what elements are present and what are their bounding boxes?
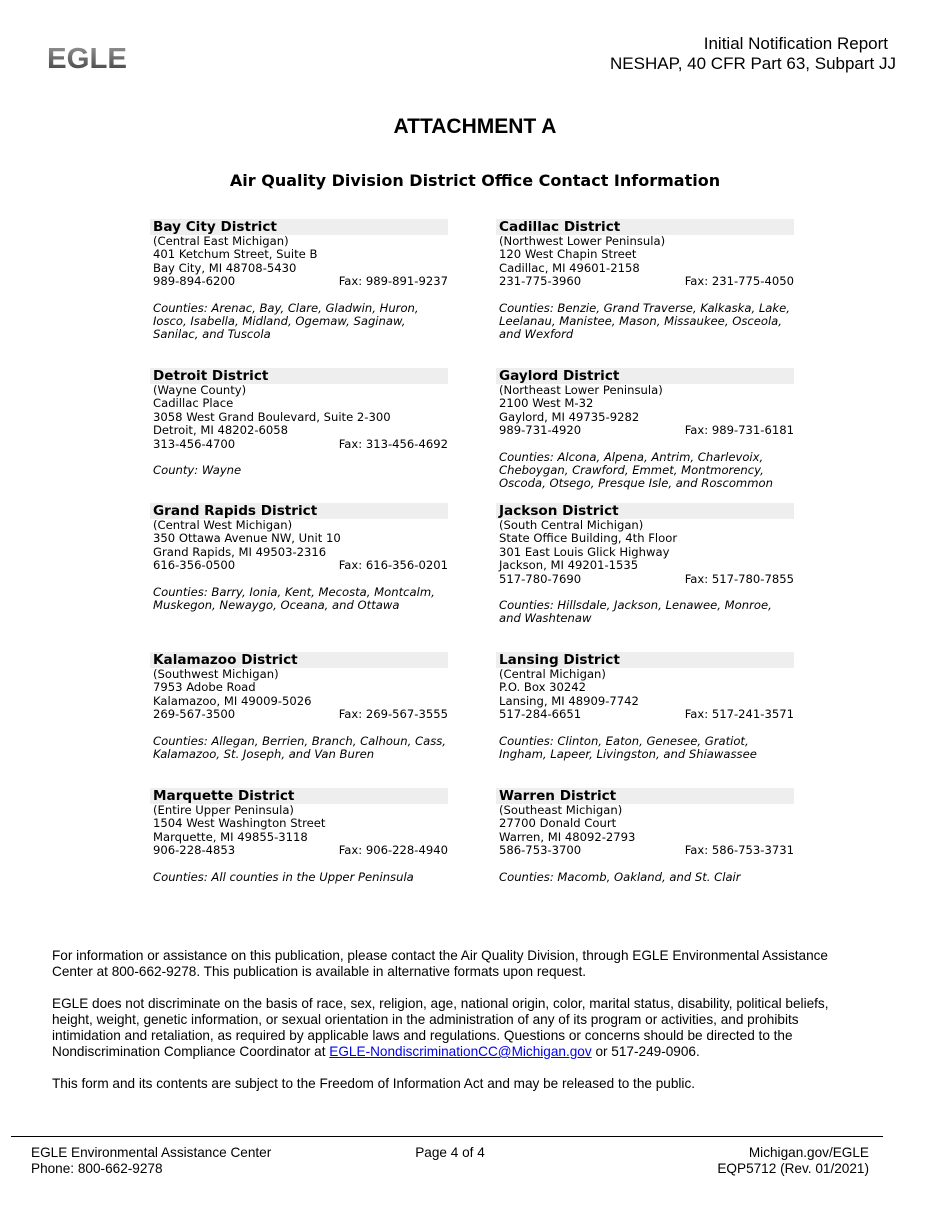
district-fax: Fax: 313-456-4692: [338, 436, 448, 451]
district-name: Grand Rapids District: [150, 503, 448, 519]
district-phone-row: [496, 424, 794, 437]
district-block: [496, 503, 794, 626]
district-address-line: Gaylord, MI 49735-9282: [499, 409, 640, 424]
district-address-line: 7953 Adobe Road: [153, 680, 256, 695]
district-block: [150, 503, 448, 612]
district-block: [150, 788, 448, 884]
district-phone: 989-731-4920: [499, 423, 582, 438]
footer-center-name: EGLE Environmental Assistance Center: [31, 1145, 272, 1160]
footer-website: Michigan.gov/EGLE: [748, 1145, 869, 1160]
district-counties: County: Wayne: [153, 463, 242, 478]
district-address-line: Bay City, MI 48708-5430: [153, 260, 297, 275]
district-address-line: Cadillac, MI 49601-2158: [499, 260, 640, 275]
district-address-line: 301 East Louis Glick Highway: [499, 544, 670, 559]
district-region: (Wayne County): [153, 383, 247, 397]
district-counties: Counties: All counties in the Upper Peninsula: [153, 869, 414, 884]
district-name: Jackson District: [496, 503, 794, 519]
district-address-line: Detroit, MI 48202-6058: [153, 423, 289, 438]
district-address-line: Cadillac Place: [153, 396, 234, 411]
report-title: Initial Notification Report: [703, 34, 888, 53]
district-counties: Counties: Barry, Ionia, Kent, Mecosta, Montcalm, Muskegon, Newaygo, Oceana, and Ottawa: [153, 584, 435, 613]
district-region: (South Central Michigan): [499, 518, 644, 532]
district-phone: 231-775-3960: [499, 274, 582, 289]
section-subtitle: Air Quality Division District Office Contact Information: [229, 171, 721, 190]
district-name: Cadillac District: [496, 219, 794, 235]
district-region: (Southwest Michigan): [153, 667, 279, 681]
district-address-line: 1504 West Washington Street: [153, 816, 326, 831]
district-fax: Fax: 517-241-3571: [684, 707, 794, 722]
district-address-line: Kalamazoo, MI 49009-5026: [153, 693, 312, 708]
svg-text:EGLE: EGLE: [47, 44, 127, 70]
footer-phone: Phone: 800-662-9278: [31, 1161, 163, 1176]
district-block: [496, 219, 794, 342]
attachment-title: ATTACHMENT A: [393, 115, 557, 138]
nondiscrimination-email-link[interactable]: EGLE-NondiscriminationCC@Michigan.gov: [329, 1044, 592, 1059]
district-phone-row: [496, 844, 794, 857]
page-number: Page 4 of 4: [415, 1145, 485, 1160]
district-name: Marquette District: [150, 788, 448, 804]
district-name: Bay City District: [150, 219, 448, 235]
district-counties: Counties: Clinton, Eaton, Genesee, Gratiot, Ingham, Lapeer, Livingston, and Shiawassee: [499, 733, 757, 762]
district-name: Gaylord District: [496, 368, 794, 384]
district-phone: 313-456-4700: [153, 436, 236, 451]
footer-divider: [11, 1136, 883, 1137]
district-name: Detroit District: [150, 368, 448, 384]
district-fax: Fax: 989-731-6181: [684, 423, 794, 438]
nondiscrimination-phone: or 517-249-0906.: [591, 1044, 700, 1059]
district-name: Warren District: [496, 788, 794, 804]
district-phone-row: [150, 275, 448, 288]
district-phone-row: [150, 438, 448, 451]
district-phone: 906-228-4853: [153, 843, 236, 858]
district-phone: 586-753-3700: [499, 843, 582, 858]
district-address-line: 27700 Donald Court: [499, 816, 617, 831]
district-fax: Fax: 517-780-7855: [684, 571, 794, 586]
district-counties: Counties: Allegan, Berrien, Branch, Calhoun, Cass, Kalamazoo, St. Joseph, and Van Buren: [153, 733, 446, 762]
district-region: (Northeast Lower Peninsula): [499, 383, 663, 397]
district-phone-row: [150, 708, 448, 721]
district-address-line: Lansing, MI 48909-7742: [499, 693, 639, 708]
district-phone: 616-356-0500: [153, 558, 236, 573]
district-block: [496, 788, 794, 884]
report-header: [610, 34, 896, 74]
district-region: (Entire Upper Peninsula): [153, 803, 294, 817]
district-counties: Counties: Macomb, Oakland, and St. Clair: [499, 869, 741, 884]
district-address-line: Grand Rapids, MI 49503-2316: [153, 544, 327, 559]
district-name: Lansing District: [496, 652, 794, 668]
district-phone-row: [496, 708, 794, 721]
district-fax: Fax: 906-228-4940: [338, 843, 448, 858]
district-phone-row: [150, 844, 448, 857]
district-address-line: Marquette, MI 49855-3118: [153, 829, 308, 844]
district-block: [496, 652, 794, 761]
district-address-line: State Office Building, 4th Floor: [499, 531, 678, 546]
district-counties: Counties: Alcona, Alpena, Antrim, Charlevoix, Cheboygan, Crawford, Emmet, Montmorency, Oscoda, Otsego, Presque Isle, and Roscommon: [499, 449, 773, 491]
district-block: [150, 219, 448, 342]
egle-logo: [47, 44, 127, 70]
district-address-line: Jackson, MI 49201-1535: [499, 558, 639, 573]
district-address-line: 350 Ottawa Avenue NW, Unit 10: [153, 531, 341, 546]
district-fax: Fax: 269-567-3555: [338, 707, 448, 722]
district-address-line: 401 Ketchum Street, Suite B: [153, 247, 318, 262]
foia-paragraph: This form and its contents are subject to the Freedom of Information Act and may be released to the public.: [52, 1076, 696, 1091]
district-fax: Fax: 231-775-4050: [684, 274, 794, 289]
district-phone: 517-780-7690: [499, 571, 582, 586]
district-region: (Central Michigan): [499, 667, 606, 681]
district-block: [496, 368, 794, 491]
district-region: (Central East Michigan): [153, 234, 289, 248]
district-block: [150, 652, 448, 761]
district-address-line: 120 West Chapin Street: [499, 247, 637, 262]
district-phone: 989-894-6200: [153, 274, 236, 289]
district-address-line: 3058 West Grand Boulevard, Suite 2-300: [153, 409, 391, 424]
footer-right: [717, 1145, 869, 1177]
district-fax: Fax: 989-891-9237: [338, 274, 448, 289]
nondiscrimination-text: EGLE does not discriminate on the basis of race, sex, religion, age, national origin, color, marital status, disability, political beliefs, height, weight, genetic information, or sexual orientation in the administration of any of its program or activities, and prohibits intimidation and retaliation, as required by applicable laws and regulations. Questions or concerns should be directed to the Nondiscrimination Compliance Coordinator at: [52, 996, 829, 1059]
district-address-line: Warren, MI 48092-2793: [499, 829, 636, 844]
district-phone-row: [496, 275, 794, 288]
district-region: (Southeast Michigan): [499, 803, 623, 817]
district-region: (Central West Michigan): [153, 518, 293, 532]
district-counties: Counties: Hillsdale, Jackson, Lenawee, Monroe, and Washtenaw: [499, 598, 772, 626]
form-number: EQP5712 (Rev. 01/2021): [717, 1161, 869, 1176]
district-phone-row: [496, 573, 794, 586]
district-phone: 517-284-6651: [499, 707, 582, 722]
district-phone-row: [150, 559, 448, 572]
district-fax: Fax: 586-753-3731: [684, 843, 794, 858]
district-counties: Counties: Benzie, Grand Traverse, Kalkaska, Lake, Leelanau, Manistee, Mason, Missaukee, Osceola, and Wexford: [499, 300, 790, 342]
report-regulation: NESHAP, 40 CFR Part 63, Subpart JJ: [610, 54, 896, 73]
district-counties: Counties: Arenac, Bay, Clare, Gladwin, Huron, Iosco, Isabella, Midland, Ogemaw, Saginaw, Sanilac, and Tuscola: [153, 300, 419, 342]
district-fax: Fax: 616-356-0201: [338, 558, 448, 573]
nondiscrimination-paragraph: [52, 996, 867, 1060]
district-block: [150, 368, 448, 477]
district-address-line: P.O. Box 30242: [499, 680, 587, 695]
district-phone: 269-567-3500: [153, 707, 236, 722]
district-name: Kalamazoo District: [150, 652, 448, 668]
district-region: (Northwest Lower Peninsula): [499, 234, 666, 248]
info-paragraph: For information or assistance on this publication, please contact the Air Quality Division, through EGLE Environmental Assistance Center at 800-662-9278. This publication is available in alternative formats upon request.: [52, 948, 828, 979]
district-address-line: 2100 West M-32: [499, 396, 594, 411]
